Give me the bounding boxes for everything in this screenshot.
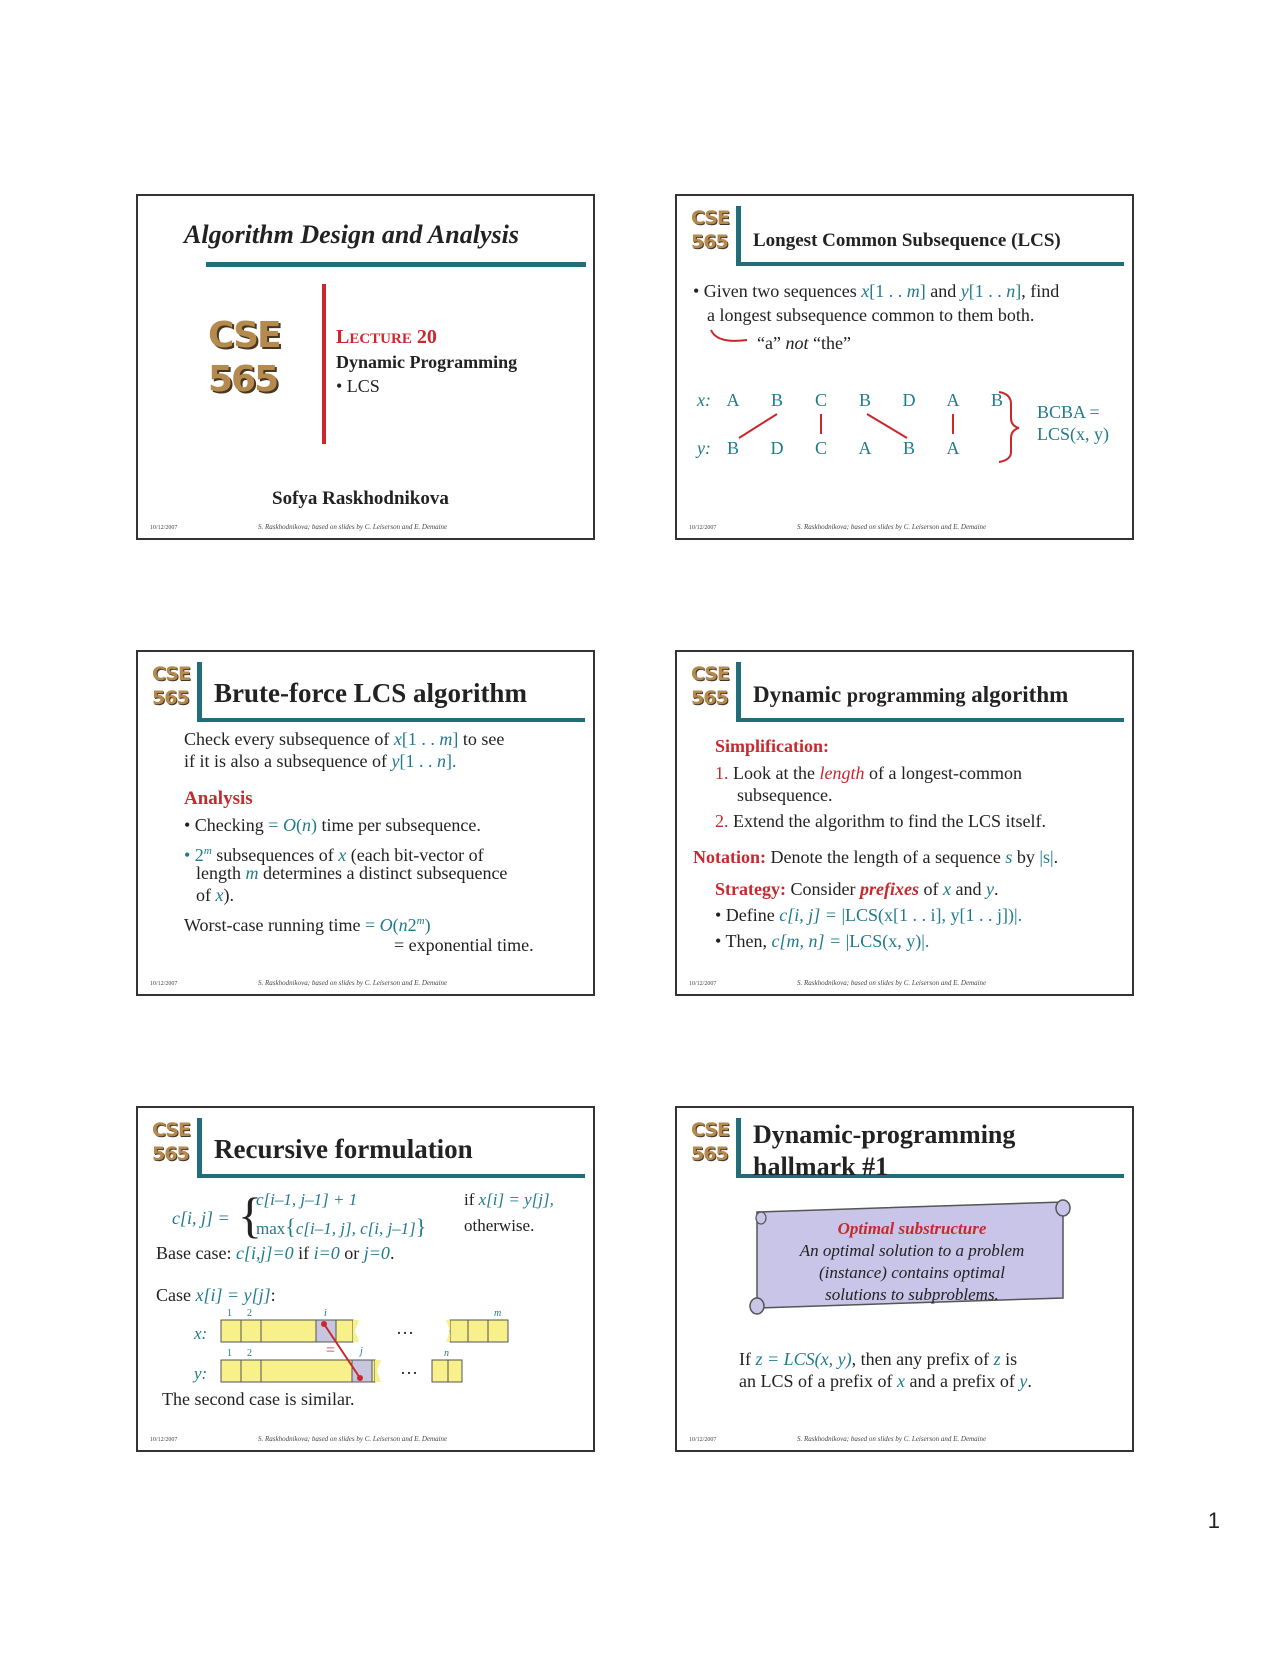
text: ] — [1015, 281, 1022, 301]
x-char: B — [990, 390, 1003, 410]
idx-y-1: 1 — [227, 1348, 232, 1359]
footer-date: 10/12/2007 — [689, 525, 717, 531]
x-char: B — [858, 390, 871, 410]
second-case-note: The second case is similar. — [162, 1389, 355, 1409]
logo-line2: 565 — [691, 231, 728, 253]
text: z = LCS(x, y) — [755, 1349, 852, 1369]
lecture-bullet: • LCS — [336, 376, 380, 396]
text: m — [203, 845, 212, 857]
text: by — [1012, 847, 1040, 867]
text: , then any prefix of — [851, 1349, 994, 1369]
lecture-label — [336, 326, 437, 349]
text: programming — [846, 685, 966, 707]
scroll-line3: solutions to subproblems. — [825, 1285, 999, 1304]
slide-recursive-formulation — [136, 1106, 595, 1452]
logo-line1: CSE — [691, 663, 729, 685]
prefix-statement-2 — [739, 1370, 1032, 1392]
array-y-label: y: — [194, 1364, 208, 1383]
slide3-worst-case — [184, 910, 431, 936]
analysis-heading: Analysis — [184, 788, 253, 809]
text: |s| — [1039, 847, 1054, 867]
text: prefixes — [859, 879, 919, 899]
var-y: y — [391, 751, 400, 771]
text: 1. — [715, 763, 729, 783]
text: determines a distinct subsequence — [258, 863, 508, 883]
title-rule — [736, 718, 1124, 722]
text: x[i] = y[j], — [478, 1190, 554, 1209]
text: |LCS(x[1 . . i], y[1 . . j])|. — [841, 905, 1023, 925]
text: z — [993, 1349, 1001, 1369]
simplification-1 — [715, 762, 1022, 784]
text: and — [925, 281, 961, 301]
slide3-title: Brute-force LCS algorithm — [214, 678, 527, 708]
footer-credit: S. Raskhodnikova; based on slides by C. Leiserson and E. Demaine — [797, 523, 987, 531]
text: length — [819, 763, 865, 783]
slide-hallmark-1 — [675, 1106, 1134, 1452]
text: ) — [310, 815, 317, 835]
y-char: D — [770, 438, 784, 458]
footer-date: 10/12/2007 — [150, 525, 178, 531]
text: . — [389, 1243, 395, 1263]
text: . — [1053, 847, 1059, 867]
text: ( — [295, 815, 302, 835]
var-x: x — [393, 729, 402, 749]
array-x-label: x: — [194, 1324, 208, 1343]
footer-credit: S. Raskhodnikova; based on slides by C. Leiserson and E. Demaine — [258, 1435, 448, 1443]
text: “a” — [757, 333, 786, 353]
text: O — [282, 815, 296, 835]
text: x — [215, 885, 224, 905]
text: length — [196, 863, 246, 883]
text: time per subsequence. — [316, 815, 481, 835]
var-y: y — [960, 281, 969, 301]
text: j=0 — [363, 1243, 390, 1263]
text: Base case: — [156, 1243, 236, 1263]
footer-credit: S. Raskhodnikova; based on slides by C. Leiserson and E. Demaine — [258, 523, 448, 531]
text: of a longest-common — [864, 763, 1022, 783]
scroll-line1: An optimal solution to a problem — [799, 1241, 1025, 1260]
idx-x-i: i — [324, 1308, 327, 1319]
page-number: 1 — [1207, 1508, 1220, 1533]
slide-dp-algorithm — [675, 650, 1134, 996]
slide3-exponential: = exponential time. — [394, 935, 534, 955]
text: m — [245, 863, 259, 883]
slide6-title-line1: Dynamic-programming — [753, 1120, 1016, 1149]
x-char: A — [726, 390, 740, 410]
slide4-title — [753, 682, 1068, 708]
author: Sofya Raskhodnikova — [272, 488, 449, 509]
slide5-title: Recursive formulation — [214, 1134, 473, 1164]
slide2-title: Longest Common Subsequence (LCS) — [753, 230, 1061, 251]
footer-date: 10/12/2007 — [150, 981, 178, 987]
text: or — [339, 1243, 364, 1263]
var-m: m — [439, 729, 453, 749]
x-char: B — [770, 390, 783, 410]
slide6-title-line2: hallmark #1 — [753, 1152, 889, 1181]
logo-line1: CSE — [691, 1119, 729, 1141]
text: c[m, n] = — [771, 931, 846, 951]
text: i=0 — [313, 1243, 340, 1263]
lcs-result-1: BCBA = — [1037, 402, 1100, 422]
idx-y-j: j — [360, 1346, 363, 1357]
slide3-line2 — [184, 750, 456, 772]
text: • Given two sequences — [693, 281, 862, 301]
logo-line1: CSE — [691, 207, 729, 229]
y-char: A — [946, 438, 960, 458]
slide1-title: Algorithm Design and Analysis — [184, 220, 519, 249]
slide-title — [136, 194, 595, 540]
text: of — [918, 879, 943, 899]
text: . — [993, 879, 999, 899]
x-char: C — [814, 390, 827, 410]
text: Worst-case running time — [184, 915, 366, 935]
text: y — [1019, 1371, 1028, 1391]
text: Consider — [785, 879, 860, 899]
var-n: n — [1006, 281, 1016, 301]
logo — [208, 314, 288, 402]
text: s — [1005, 847, 1013, 867]
logo-line1: CSE — [152, 1119, 190, 1141]
logo — [152, 662, 196, 710]
define-bullet — [715, 904, 1022, 926]
slide-brute-force — [136, 650, 595, 996]
text: • 2 — [184, 845, 204, 865]
text: x[i] = y[j] — [195, 1285, 271, 1305]
logo-line1: CSE — [152, 663, 190, 685]
y-label: y: — [697, 438, 711, 458]
lcs-result-2: LCS(x, y) — [1037, 424, 1109, 444]
text: is — [1000, 1349, 1018, 1369]
idx-x-2: 2 — [247, 1308, 252, 1319]
notation — [693, 846, 1058, 868]
simplification-heading: Simplification: — [715, 736, 830, 756]
text: |LCS(x, y)|. — [845, 931, 930, 951]
text: = — [365, 915, 380, 935]
scroll-title: Optimal substructure — [837, 1219, 987, 1238]
text: of — [196, 885, 216, 905]
footer-credit: S. Raskhodnikova; based on slides by C. Leiserson and E. Demaine — [258, 979, 448, 987]
strategy — [715, 878, 998, 900]
text: x — [942, 879, 951, 899]
text: Notation: — [693, 847, 766, 867]
y-char: B — [902, 438, 915, 458]
slide3-line1 — [184, 728, 504, 750]
logo-line2: 565 — [691, 1143, 728, 1165]
logo-bar — [197, 662, 202, 718]
text: if it is also a subsequence of — [184, 751, 392, 771]
lecture-prefix: L — [336, 326, 350, 348]
footer-credit: S. Raskhodnikova; based on slides by C. Leiserson and E. Demaine — [797, 1435, 987, 1443]
idx-y-2: 2 — [247, 1348, 252, 1359]
text: not — [785, 333, 809, 353]
text: c[i,j]=0 — [235, 1243, 294, 1263]
y-char: B — [726, 438, 739, 458]
text: “the” — [808, 333, 851, 353]
text: , find — [1021, 281, 1060, 301]
logo-line2: 565 — [691, 687, 728, 709]
x-char: A — [946, 390, 960, 410]
text: subsequences of — [211, 845, 339, 865]
lecture-number: 20 — [416, 326, 437, 348]
then-bullet — [715, 930, 929, 952]
text: [1 . . — [968, 281, 1007, 301]
text: to see — [458, 729, 505, 749]
slide3-bullet2-line3 — [196, 884, 234, 906]
recurrence-case1: c[i–1, j–1] + 1 — [256, 1190, 358, 1209]
text: • Checking — [184, 815, 269, 835]
text: ). — [223, 885, 234, 905]
text: Check every subsequence of — [184, 729, 394, 749]
text: ] — [919, 281, 926, 301]
footer-credit: S. Raskhodnikova; based on slides by C. Leiserson and E. Demaine — [797, 979, 987, 987]
slide1-title-rule — [206, 262, 586, 267]
logo-line1: CSE — [208, 315, 280, 356]
recurrence-lhs: c[i, j] = — [172, 1208, 230, 1228]
text: if — [464, 1190, 479, 1209]
slide3-bullet1 — [184, 814, 481, 836]
text: m — [416, 915, 425, 927]
slide2-line2: a longest subsequence common to them both. — [707, 305, 1035, 325]
text: • Define — [715, 905, 780, 925]
scroll-line2: (instance) contains optimal — [818, 1263, 1006, 1282]
logo-line2: 565 — [152, 1143, 189, 1165]
y-ellipsis: … — [400, 1358, 418, 1378]
text: Case — [156, 1285, 196, 1305]
slide-lcs-definition — [675, 194, 1134, 540]
text: n — [398, 915, 408, 935]
text: ]. — [445, 751, 457, 771]
slide3-bullet2-line2 — [196, 862, 507, 884]
text: : — [270, 1285, 276, 1305]
text: [1 . . — [401, 729, 440, 749]
text: x — [896, 1371, 905, 1391]
text: ] — [452, 729, 459, 749]
logo-line2: 565 — [208, 359, 278, 400]
text: and a prefix of — [904, 1371, 1020, 1391]
y-char: C — [814, 438, 827, 458]
text: Dynamic — [753, 682, 847, 707]
title-rule — [197, 718, 585, 722]
footer-date: 10/12/2007 — [689, 1437, 717, 1443]
text: Extend the algorithm to find the LCS itself. — [733, 811, 1046, 831]
var-m: m — [906, 281, 920, 301]
text: • Then, — [715, 931, 772, 951]
text: = — [268, 815, 283, 835]
text: y — [985, 879, 994, 899]
x-ellipsis: … — [396, 1318, 414, 1338]
idx-x-1: 1 — [227, 1308, 232, 1319]
text: . — [1027, 1371, 1032, 1391]
text: x — [338, 845, 347, 865]
text: and — [950, 879, 986, 899]
x-char: D — [902, 390, 916, 410]
text: an LCS of a prefix of — [739, 1371, 897, 1391]
logo — [691, 662, 735, 710]
text: If — [739, 1349, 756, 1369]
prefix-statement-1 — [739, 1348, 1017, 1370]
lecture-topic: Dynamic Programming — [336, 352, 518, 372]
footer-date: 10/12/2007 — [150, 1437, 178, 1443]
text: (each bit-vector of — [346, 845, 484, 865]
text: n — [301, 815, 311, 835]
idx-y-n: n — [444, 1348, 449, 1359]
x-label: x: — [697, 390, 711, 410]
recurrence-case2: max{c[i–1, j], c[i, j–1]} — [256, 1214, 427, 1239]
y-char: A — [858, 438, 872, 458]
text: Look at the — [733, 763, 820, 783]
equals-sign: = — [326, 1342, 336, 1359]
text: Denote the length of a sequence — [766, 847, 1006, 867]
recurrence-brace: { — [238, 1187, 262, 1243]
logo-bar — [736, 662, 741, 718]
var-n: n — [436, 751, 446, 771]
text: ( — [392, 915, 399, 935]
text: O — [379, 915, 393, 935]
text: [1 . . — [869, 281, 907, 301]
simplification-2 — [715, 810, 1046, 832]
text: ) — [424, 915, 431, 935]
text: max — [256, 1219, 286, 1238]
lecture-small: ECTURE — [349, 331, 412, 347]
recurrence-cond2: otherwise. — [464, 1216, 535, 1235]
text: [1 . . — [399, 751, 437, 771]
var-x: x — [861, 281, 870, 301]
text: algorithm — [965, 682, 1069, 707]
simplification-1-cont: subsequence. — [737, 785, 833, 805]
slide1-red-divider — [322, 284, 326, 444]
text: c[i–1, j], c[i, j–1] — [295, 1219, 416, 1238]
footer-date: 10/12/2007 — [689, 981, 717, 987]
idx-x-m: m — [494, 1308, 502, 1319]
text: c[i, j] = — [779, 905, 842, 925]
logo-line2: 565 — [152, 687, 189, 709]
lcs-match-lines — [677, 196, 1136, 542]
text: 2. — [715, 811, 729, 831]
text: if — [293, 1243, 314, 1263]
text: Strategy: — [715, 879, 786, 899]
text: 2 — [407, 915, 417, 935]
